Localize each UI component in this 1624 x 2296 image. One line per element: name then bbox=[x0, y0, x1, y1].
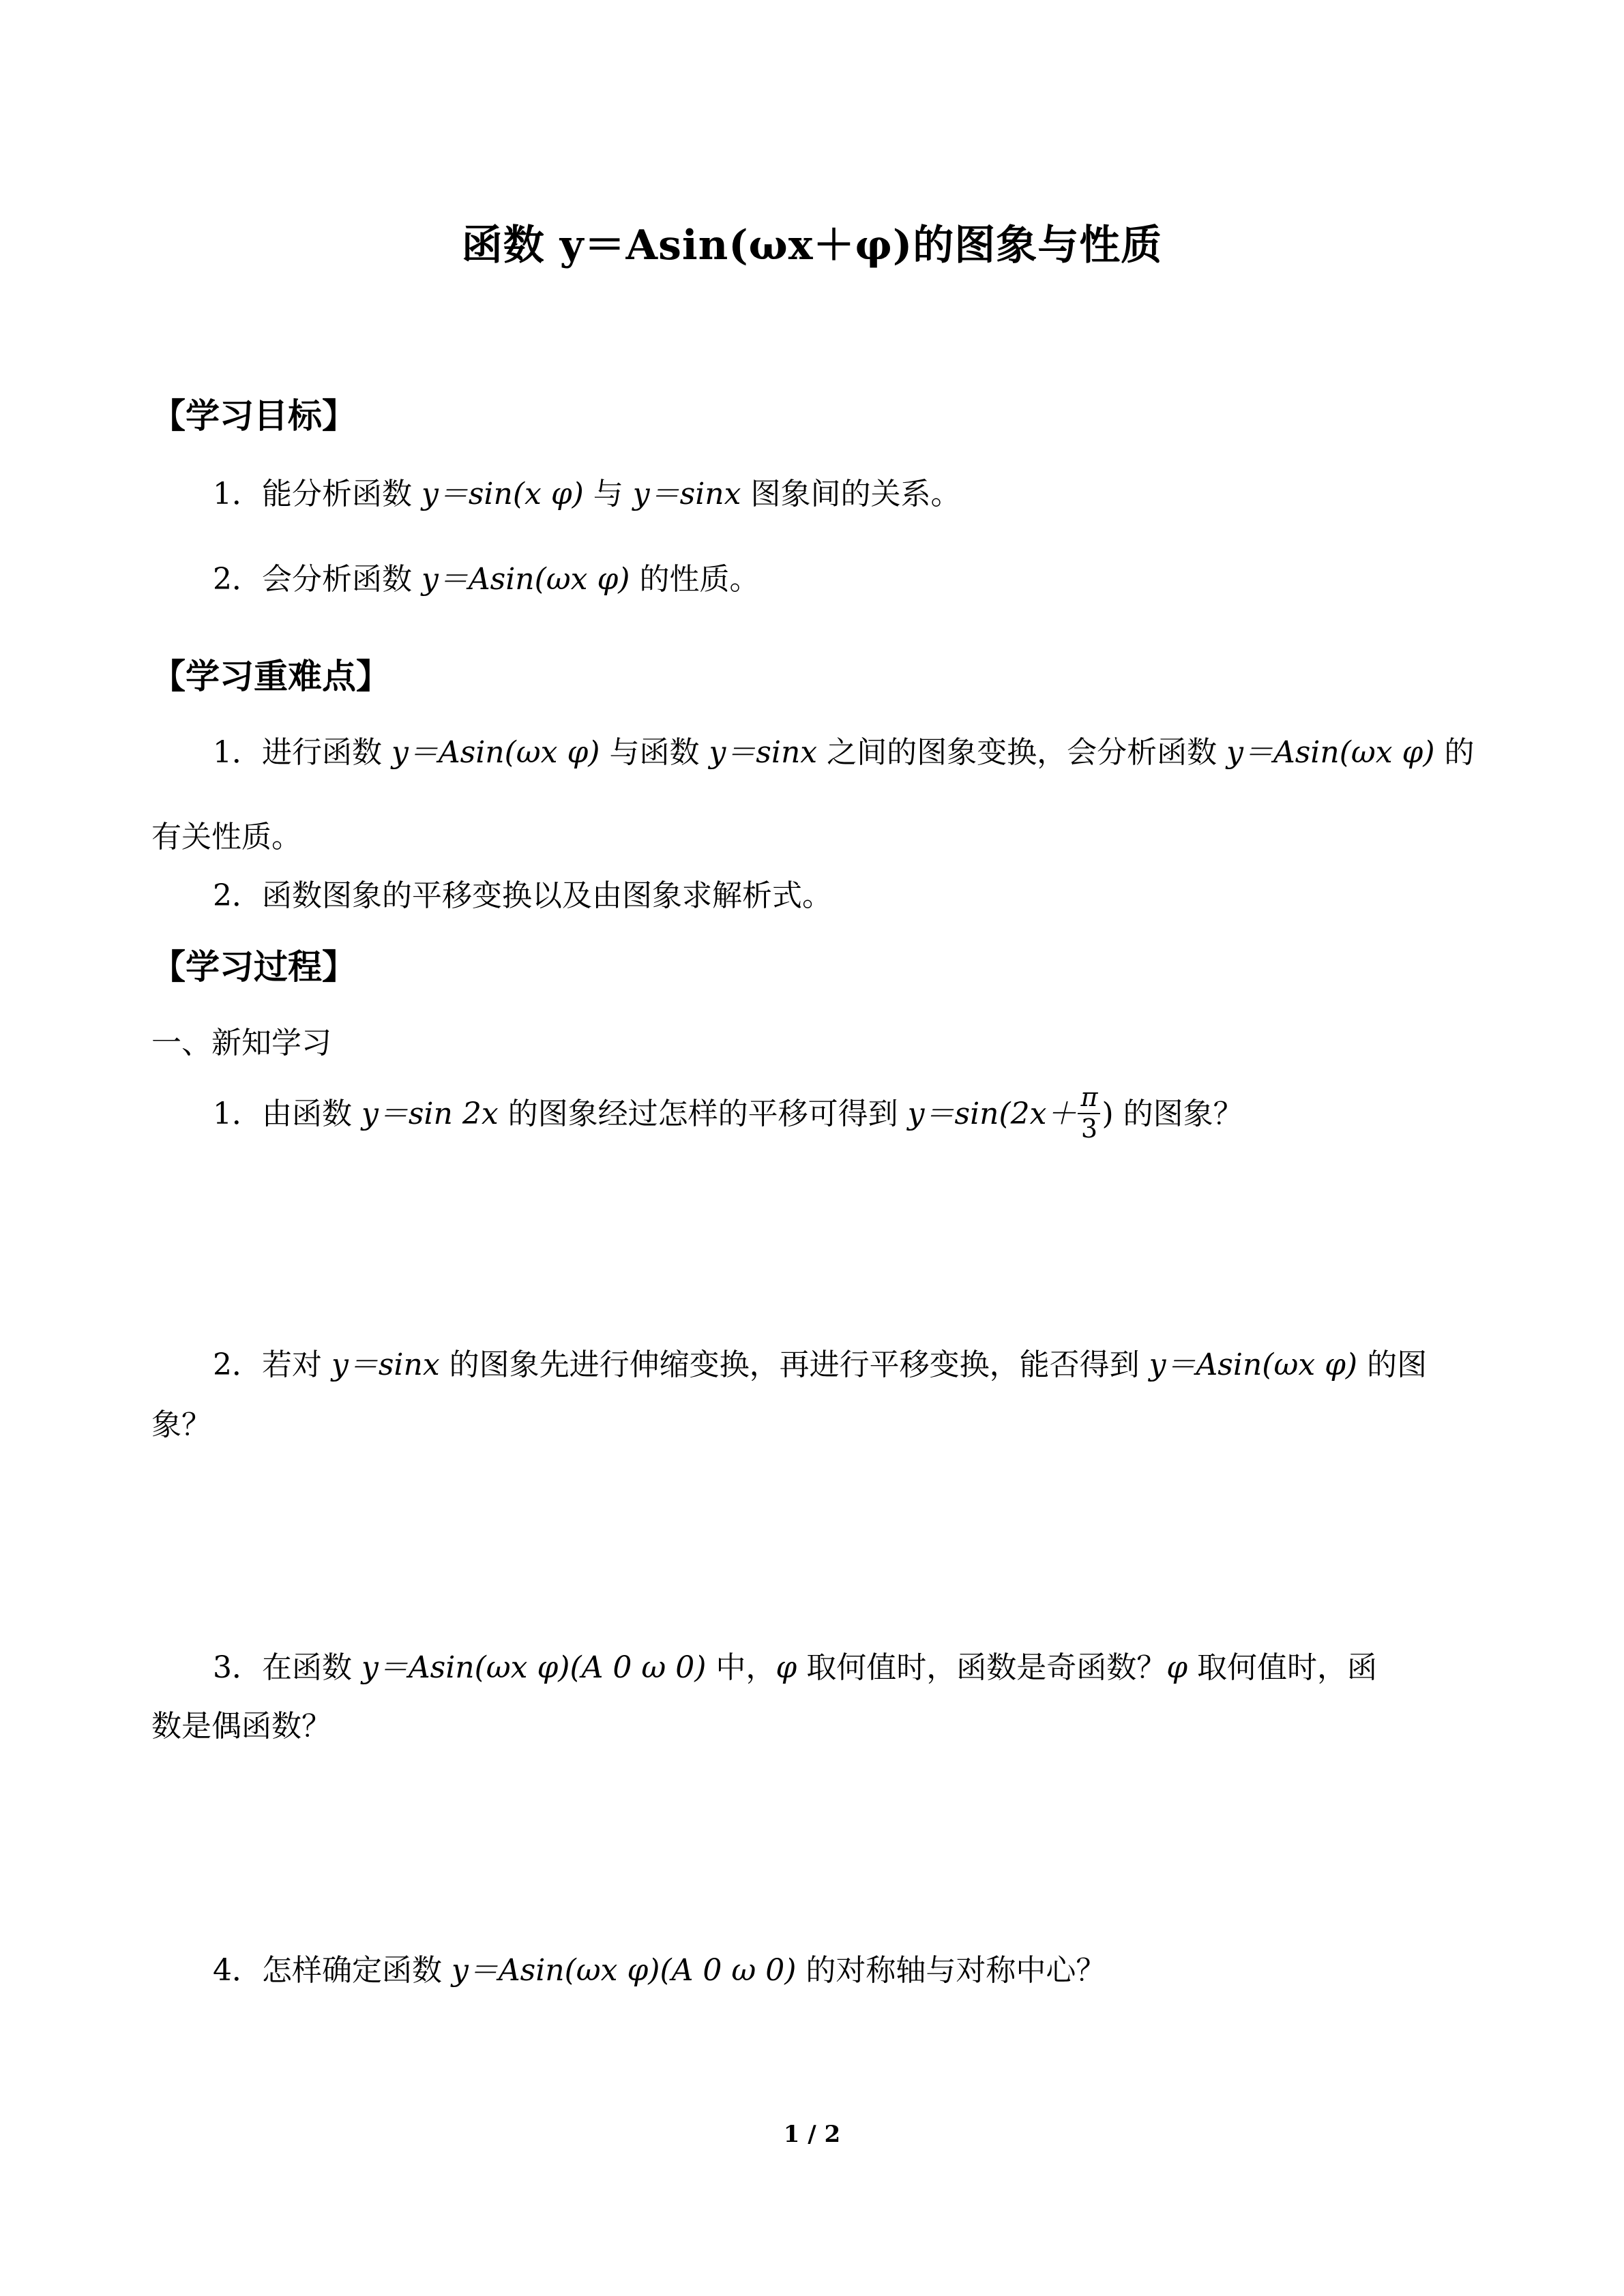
key-point-1-line-2: 有关性质。 bbox=[151, 820, 301, 854]
heading-learning-process: 【学习过程】 bbox=[151, 946, 356, 987]
question-4-number: 4． bbox=[213, 1953, 262, 1988]
question-2-text-mid: 的图象先进行伸缩变换，再进行平移变换，能否得到 bbox=[439, 1347, 1149, 1382]
key-point-1-text-post: 的 bbox=[1434, 735, 1475, 770]
question-1 bbox=[213, 1082, 1243, 1146]
page-title: 函数 y＝Asin(ωx＋φ)的图象与性质 bbox=[461, 222, 1163, 269]
key-point-1-formula-2: y＝sinx bbox=[709, 735, 818, 770]
key-point-1-text-pre: 进行函数 bbox=[262, 735, 392, 770]
question-3-phi-2: φ bbox=[1166, 1650, 1188, 1685]
question-3-formula: y＝Asin(ωx φ)(A 0 ω 0) bbox=[361, 1650, 707, 1685]
question-1-formula-2-start: y＝sin(2x＋ bbox=[907, 1097, 1077, 1132]
key-point-2-number: 2． bbox=[213, 878, 262, 913]
question-2-formula-2: y＝Asin(ωx φ) bbox=[1149, 1347, 1358, 1382]
goal-item-2-number: 2． bbox=[213, 562, 262, 597]
question-3-text-mid-2: 取何值时，函数是奇函数？ bbox=[797, 1650, 1167, 1685]
key-point-1-number: 1． bbox=[213, 735, 262, 770]
key-point-1-text-mid-1: 与函数 bbox=[600, 735, 709, 770]
fraction-denominator: 3 bbox=[1080, 1113, 1098, 1144]
goal-item-2-text-pre: 会分析函数 bbox=[262, 562, 422, 597]
question-3-phi-1: φ bbox=[776, 1650, 797, 1685]
question-4 bbox=[213, 1953, 1106, 1988]
question-2-text-post: 的图 bbox=[1357, 1347, 1428, 1382]
question-3-line-2: 数是偶函数？ bbox=[151, 1709, 331, 1744]
question-3-text-pre: 在函数 bbox=[262, 1650, 361, 1685]
goal-item-1-text-post: 图象间的关系。 bbox=[741, 477, 961, 511]
goal-item-1 bbox=[213, 479, 960, 509]
question-1-text-mid: 的图象经过怎样的平移可得到 bbox=[498, 1097, 908, 1132]
subheading-new-knowledge: 一、新知学习 bbox=[151, 1026, 331, 1060]
key-point-2 bbox=[213, 878, 832, 913]
question-2-line-2: 象？ bbox=[151, 1407, 211, 1442]
question-3-line-1 bbox=[213, 1650, 1378, 1685]
pi-over-three-fraction bbox=[1078, 1083, 1100, 1144]
goal-item-2 bbox=[213, 562, 760, 597]
question-4-text-pre: 怎样确定函数 bbox=[262, 1953, 452, 1988]
question-1-text-post: 的图象？ bbox=[1113, 1097, 1243, 1132]
question-2-text-pre: 若对 bbox=[262, 1347, 331, 1382]
key-point-1-text-mid-2: 之间的图象变换，会分析函数 bbox=[817, 735, 1227, 770]
goal-item-1-formula-2: y＝sinx bbox=[632, 477, 741, 511]
goal-item-1-number: 1． bbox=[213, 477, 262, 511]
heading-key-points: 【学习重难点】 bbox=[151, 656, 390, 696]
question-3-number: 3． bbox=[213, 1650, 262, 1685]
goal-item-1-text-mid: 与 bbox=[583, 477, 633, 511]
heading-learning-goals: 【学习目标】 bbox=[151, 396, 356, 436]
question-1-formula-1: y＝sin 2x bbox=[361, 1097, 499, 1132]
question-4-formula: y＝Asin(ωx φ)(A 0 ω 0) bbox=[452, 1953, 797, 1988]
question-1-formula-2-end: ) bbox=[1102, 1097, 1114, 1132]
question-2-line-1 bbox=[213, 1347, 1428, 1382]
goal-item-2-formula: y＝Asin(ωx φ) bbox=[422, 562, 630, 597]
goal-item-2-text-post: 的性质。 bbox=[630, 562, 760, 597]
question-4-text-post: 的对称轴与对称中心？ bbox=[796, 1953, 1106, 1988]
page-number: 1 / 2 bbox=[783, 2121, 841, 2148]
key-point-1-formula-1: y＝Asin(ωx φ) bbox=[392, 735, 600, 770]
key-point-1-formula-3: y＝Asin(ωx φ) bbox=[1226, 735, 1435, 770]
key-point-2-text: 函数图象的平移变换以及由图象求解析式。 bbox=[262, 878, 832, 913]
key-point-1-line-1 bbox=[213, 735, 1475, 770]
goal-item-1-text-pre: 能分析函数 bbox=[262, 477, 422, 511]
fraction-numerator: π bbox=[1078, 1083, 1100, 1114]
question-3-text-mid: 中， bbox=[706, 1650, 776, 1685]
question-1-number: 1． bbox=[213, 1097, 262, 1132]
question-3-text-post: 取何值时，函 bbox=[1187, 1650, 1378, 1685]
question-2-formula-1: y＝sinx bbox=[331, 1347, 440, 1382]
goal-item-1-formula-1: y＝sin(x φ) bbox=[422, 477, 584, 511]
question-2-number: 2． bbox=[213, 1347, 262, 1382]
question-1-text-pre: 由函数 bbox=[262, 1097, 361, 1132]
